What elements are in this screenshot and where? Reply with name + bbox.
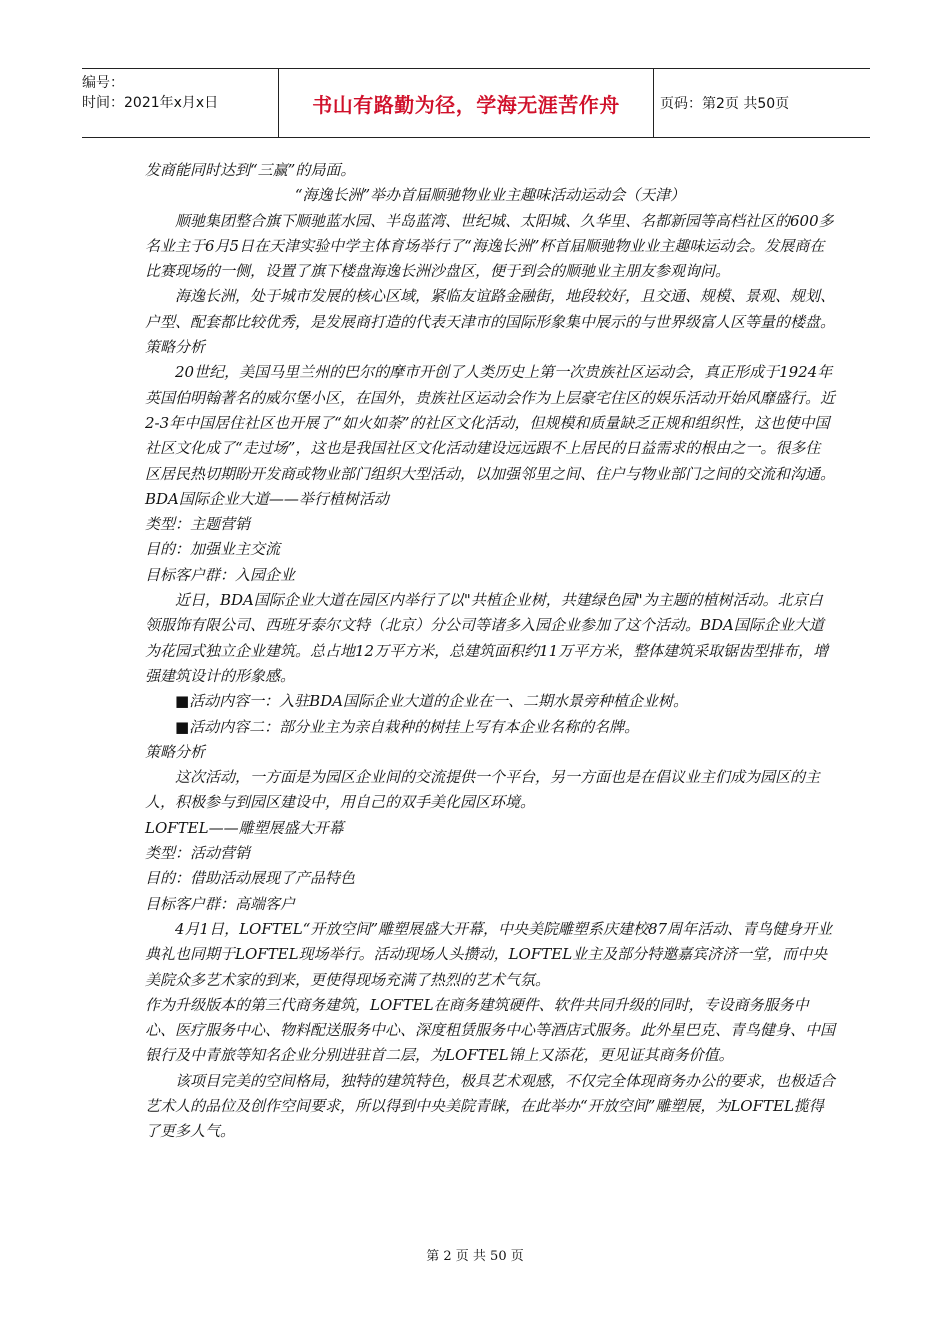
body-paragraph: 近日，BDA国际企业大道在园区内举行了以"共植企业树，共建绿色园"为主题的植树活动。北京白领服饰有限公司、西班牙泰尔文特（北京）分公司等诸多入园企业参加了这个活动。BDA国际企业大道为花园式独立企业建筑。总占地12万平方米，总建筑面积约11万平方米，整体建筑采取锯齿型排布，增强建筑设计的形象感。 (145, 591, 829, 685)
body-paragraph: 海逸长洲，处于城市发展的核心区域，紧临友谊路金融街，地段较好，且交通、规模、景观、规划、户型、配套都比较优秀，是发展商打造的代表天津市的国际形象集中展示的与世界级富人区等量的楼盘。 (145, 287, 836, 331)
body-paragraph: ■活动内容二：部分业主为亲自栽种的树挂上写有本企业名称的名牌。 (175, 717, 640, 736)
document-body (145, 158, 835, 1145)
body-paragraph: ■活动内容一：入驻BDA国际企业大道的企业在一、二期水景旁种植企业树。 (175, 692, 689, 711)
body-paragraph: 类型：主题营销 (145, 515, 251, 534)
body-paragraph: 类型：活动营销 (145, 844, 251, 863)
header-left-cell (82, 69, 278, 137)
body-paragraph: 发商能同时达到“三赢”的局面。 (145, 161, 356, 179)
header-motto: 书山有路勤为径，学海无涯苦作舟 (278, 69, 654, 137)
body-paragraph: 策略分析 (145, 338, 206, 357)
body-paragraph: 4月1日，LOFTEL“开放空间”雕塑展盛大开幕，中央美院雕塑系庆建校87周年活动、青鸟健身开业典礼也同期于LOFTEL现场举行。活动现场人头攒动，LOFTEL业主及部分特邀嘉宾济济一堂，而中央美院众多艺术家的到来，更使得现场充满了热烈的艺术气氛。 (145, 919, 833, 989)
body-paragraph: 这次活动，一方面是为园区企业间的交流提供一个平台，另一方面也是在倡议业主们成为园区的主人，积极参与到园区建设中，用自己的双手美化园区环境。 (145, 768, 821, 812)
body-paragraph: BDA国际企业大道——举行植树活动 (145, 489, 389, 508)
body-paragraph: 该项目完美的空间格局，独特的建筑特色，极具艺术观感，不仅完全体现商务办公的要求，也极适合艺术人的品位及创作空间要求，所以得到中央美院青睐，在此举办“开放空间”雕塑展，为LOFTEL揽得了更多人气。 (145, 1071, 836, 1141)
body-paragraph: 20世纪，美国马里兰州的巴尔的摩市开创了人类历史上第一次贵族社区运动会，真正形成于1924年英国伯明翰著名的威尔堡小区，在国外，贵族社区运动会作为上层豪宅住区的娱乐活动开始风靡盛行。近2-3年中国居住社区也开展了“如火如荼”的社区文化活动，但规模和质量缺乏正规和组织性，这也使中国社区文化成了“走过场”，这也是我国社区文化活动建设远远跟不上居民的日益需求的根由之一。很多住区居民热切期盼开发商或物业部门组织大型活动，以加强邻里之间、住户与物业部门之间的交流和沟通。 (145, 363, 836, 483)
body-paragraph: 策略分析 (145, 742, 206, 761)
body-paragraph: 目标客户群：入园企业 (145, 565, 296, 584)
body-paragraph: 目的：借助活动展现了产品特色 (145, 869, 356, 888)
body-paragraph: 顺驰集团整合旗下顺驰蓝水园、半岛蓝湾、世纪城、太阳城、久华里、名都新园等高档社区的600多名业主于6月5日在天津实验中学主体育场举行了“海逸长洲”杯首届顺驰物业业主趣味运动会。发展商在比赛现场的一侧，设置了旗下楼盘海逸长洲沙盘区，便于到会的顺驰业主朋友参观询问。 (145, 211, 834, 281)
body-paragraph: “海逸长洲”举办首届顺驰物业业主趣味活动运动会（天津） (294, 186, 686, 205)
page-footer: 第 2 页 共 50 页 (426, 1249, 524, 1264)
body-paragraph: LOFTEL——雕塑展盛大开幕 (145, 818, 344, 837)
body-paragraph: 目的：加强业主交流 (145, 540, 281, 559)
header-page-info: 页码：第2页 共50页 (660, 96, 790, 112)
document-number-label: 编号： (82, 75, 124, 91)
body-paragraph: 目标客户群：高端客户 (145, 894, 296, 913)
body-paragraph: 作为升级版本的第三代商务建筑，LOFTEL在商务建筑硬件、软件共同升级的同时，专设商务服务中心、医疗服务中心、物料配送服务中心、深度租赁服务中心等酒店式服务。此外星巴克、青鸟健身、中国银行及中青旅等知名企业分别进驻首二层，为LOFTEL锦上又添花，更见证其商务价值。 (145, 995, 836, 1065)
document-date-label: 时间：2021年x月x日 (82, 95, 219, 111)
page-header (82, 68, 870, 138)
